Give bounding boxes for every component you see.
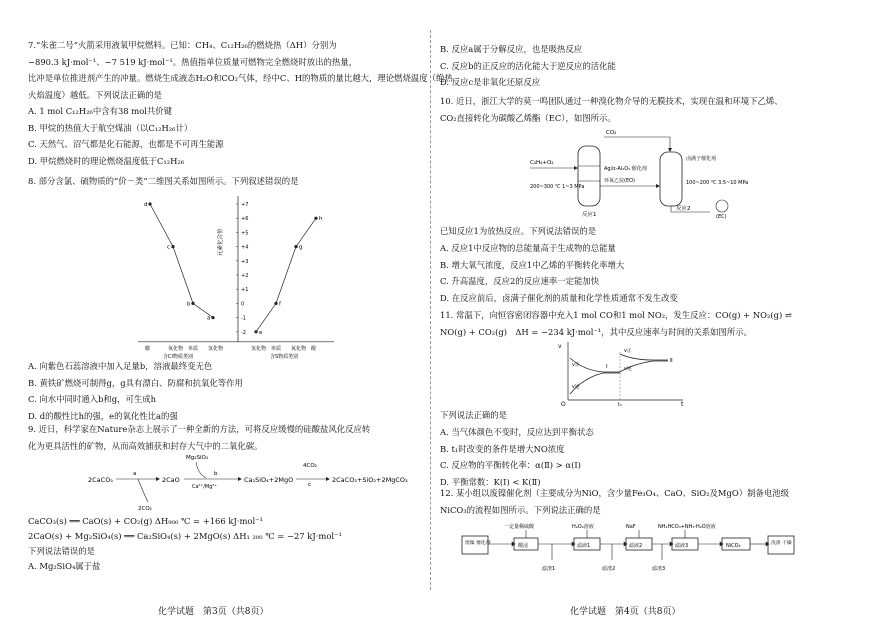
weathering-scheme (88, 454, 408, 512)
point-label-d: d (144, 202, 148, 208)
text-line: C. 天然气、沼气都是化石能源，也都是不可再生能源 (28, 139, 224, 149)
catalyst-1: Ag/α-Al₂O₃ 催化剂 (604, 166, 647, 172)
valence-class-chart (138, 192, 338, 364)
text-line: 10. 近日，浙江大学的莫一鸣团队通过一种溴化物介导的无膜技术，实现在温和环境下乙烯、 (440, 96, 783, 106)
box-wash-text: 洗涤 干燥 (771, 541, 792, 546)
y-axis-label: 元素化合价 (218, 228, 224, 256)
series-line-S (256, 218, 316, 332)
point-label-a: a (207, 315, 211, 322)
scheme-prod-b: Ca₂SiO₄+2MgO (244, 476, 294, 484)
text-line: A. 当气体颜色不变时，反应达到平衡状态 (440, 426, 594, 437)
x-tick-cl: 酸 (145, 345, 151, 352)
v-forward-1: v正 (572, 363, 580, 368)
stage-1: Ⅰ (606, 364, 608, 370)
y-tick: +7 (241, 202, 249, 208)
y-tick: +3 (241, 258, 249, 265)
v-forward-2: v正 (624, 349, 632, 354)
scheme-cao: 2CaO (162, 476, 180, 484)
text-line: D. 甲烷燃烧时的理论燃烧温度低于C₁₂H₂₆ (28, 155, 185, 166)
reagent-1: 一定量稀硫酸 (504, 524, 535, 530)
y-tick: +4 (241, 244, 249, 251)
text-line: C. 反应物的平衡转化率：α(Ⅱ) > α(Ⅰ) (440, 460, 581, 471)
series-line-Cl (150, 204, 213, 318)
box-nico3-text: NiCO₃ (726, 543, 741, 549)
footer-right: 化学试题 第4页（共8页） (570, 607, 681, 617)
text-line: 下列说法正确的是 (440, 410, 507, 420)
scheme-mg2sio4: Mg₂SiO₄ (186, 455, 208, 461)
page-3 (28, 0, 453, 630)
text-line: 火焰温度）越低。下列说法正确的是 (28, 89, 162, 100)
scheme-prod-c: 2CaCO₃+SiO₂+2MgCO₃ (332, 476, 408, 484)
residue-1: 滤渣1 (542, 566, 556, 572)
scheme-caco3: 2CaCO₃ (88, 476, 113, 484)
cond-1: 200~300 ℃ 1~3 MPa (530, 184, 585, 190)
ec-label: (EC) (716, 214, 727, 220)
box-leach-text: 酸浸 (518, 543, 529, 549)
x-tick-s: 氧化物 (291, 345, 307, 352)
x-tick-cl: 氧化物 (168, 345, 184, 352)
reactor-1-label: 反应1 (582, 212, 597, 218)
text-line: −890.3 kJ·mol⁻¹、−7 519 kJ·mol⁻¹。热值指单位质量可燃物完全燃烧时放出的热量， (28, 56, 358, 67)
page-divider (430, 30, 431, 590)
box-waste-text: 废镍 催化剂 (465, 541, 491, 546)
y-tick: +6 (241, 216, 249, 223)
q9-tail: 下列说法错误的是 (28, 546, 95, 556)
x-tick-s: 单质 (271, 345, 282, 352)
page-4 (440, 0, 840, 630)
text-line: 11. 常温下，向恒容密闭容器中充入1 mol CO和1 mol NO₂，发生反应：CO(g) + NO₂(g) ⇌ (440, 310, 792, 320)
cond-2: 100~200 ℃ 3.5~10 MPa (686, 180, 749, 186)
group-cl: 含Cl物质类别 (163, 353, 193, 360)
eo-label: 环氧乙烷(EO) (604, 178, 635, 184)
axis-t: t (681, 401, 684, 408)
footer-left: 化学试题 第3页（共8页） (158, 607, 269, 617)
y-tick: +5 (241, 230, 249, 237)
co2-label: CO₂ (606, 130, 617, 136)
box-filtrate1-text: 滤液1 (577, 543, 591, 549)
q9-option-a: A. Mg₂SiO₄属于盐 (28, 561, 101, 571)
text-line: C. 反应b的正反应的活化能大于逆反应的活化能 (440, 60, 616, 71)
group-s: 含S物质类别 (270, 353, 299, 360)
ec-structure (716, 200, 728, 212)
rate-time-graph (558, 340, 688, 406)
box-filtrate3-text: 滤液3 (675, 543, 689, 549)
residue-3: 滤渣3 (652, 566, 666, 572)
ec-process-diagram (530, 126, 760, 218)
text-line: 化为更具活性的矿物，从而高效捕获和封存大气中的二氧化碳。 (28, 440, 263, 451)
text-line: C. 向水中同时通入b和g，可生成h (28, 394, 157, 404)
text-line: 7.“朱雀二号”火箭采用液氧甲烷燃料。已知：CH₄、C₁₂H₂₆的燃烧热（ΔH）分别为 (28, 40, 337, 50)
y-tick: +2 (241, 273, 249, 279)
box-filtrate2-text: 滤液2 (629, 543, 643, 549)
point-label-f: f (279, 301, 281, 308)
text-line: D. 反应c是非氧化还原反应 (440, 77, 541, 87)
t1-tick: t₁ (618, 402, 622, 408)
y-tick: +1 (241, 287, 249, 294)
point-label-g: g (299, 244, 303, 251)
reactor-2-label: 反应2 (676, 206, 691, 212)
text-line: B. 增大氧气浓度，反应1中乙烯的平衡转化率增大 (440, 259, 625, 270)
text-line: 比冲是单位推进剂产生的冲量。燃烧生成液态H₂O和CO₂气体，经中C、H的物质的量比越大，理论燃烧温度（绝热 (28, 73, 453, 83)
point-f (274, 302, 277, 305)
point-label-b: b (187, 301, 191, 308)
text-line: B. 反应a属于分解反应，也是吸热反应 (440, 44, 583, 54)
q9-equation-1: CaCO₃(s) ══ CaO(s) + CO₂(g) ΔH₉₀₀ ℃ = +166 kJ·mol⁻¹ (28, 516, 263, 526)
origin: O (561, 401, 566, 408)
label-b: b (214, 471, 218, 477)
text-line: A. 1 mol C₁₂H₂₆中含有38 mol共价键 (28, 106, 173, 116)
text-line: C. 升高温度，反应2的反应速率一定能加快 (440, 276, 600, 287)
v-reverse-1: v逆 (572, 385, 580, 390)
point-c (171, 245, 174, 248)
text-line: B. 甲烷的热值大于航空煤油（以C₁₂H₂₆计） (28, 122, 193, 133)
y-tick: -2 (241, 329, 246, 336)
x-tick-cl: 氢化物 (208, 345, 224, 352)
axis-v: v (558, 343, 562, 350)
point-label-c: c (167, 244, 171, 251)
text-line: B. t₁时改变的条件是增大NO浓度 (440, 443, 565, 454)
nickel-flowchart (462, 520, 802, 576)
feed-label: C₂H₄+O₂ (530, 160, 554, 166)
point-label-e: e (259, 329, 263, 336)
reagent-2: H₂O₂溶液 (572, 524, 594, 530)
text-line: NO(g) + CO₂(g) ΔH = −234 kJ·mol⁻¹，其中反应速率与时间的关系如图所示。 (440, 326, 752, 337)
x-tick-cl: 单质 (188, 345, 199, 352)
text-line: 9. 近日，科学家在Nature杂志上展示了一种全新的方法，可将反应缓慢的硅酸盐风化反应转 (28, 424, 371, 434)
x-tick-s: 氢化物 (251, 345, 267, 352)
text-line: D. 平衡常数：K(Ⅰ) < K(Ⅱ) (440, 477, 541, 488)
scheme-co2-top: 4CO₂ (303, 463, 317, 469)
catalyst-2: 卤满子催化剂 (686, 156, 717, 162)
point-b (191, 302, 194, 305)
reagent-3: NaF (626, 524, 636, 530)
reactor-1 (578, 146, 600, 206)
residue-2: 滤渣2 (602, 566, 616, 572)
point-e (254, 330, 257, 333)
text-line: D. 在反应前后，卤满子催化剂的质量和化学性质通常不发生改变 (440, 293, 678, 304)
point-g (294, 245, 297, 248)
point-label-h: h (319, 216, 323, 223)
text-line: CO₂直接转化为碳酸乙烯酯（EC），如图所示。 (440, 112, 616, 123)
label-c: c (308, 482, 312, 488)
point-d (148, 202, 151, 205)
text-line: NiCO₃的流程如图所示。下列说法正确的是 (440, 504, 601, 515)
text-line: A. 反应1中反应物的总能量高于生成物的总能量 (440, 242, 616, 253)
label-a: a (133, 471, 137, 477)
stage-2: Ⅱ (670, 358, 673, 364)
point-h (314, 217, 317, 220)
scheme-ca-mg: Ca²⁺/Mg²⁺ (192, 484, 218, 490)
reagent-4: NH₄HCO₃+NH₃·H₂O溶液 (658, 524, 716, 530)
reactor-2 (660, 152, 682, 206)
point-a (211, 316, 214, 319)
scheme-co2: 2CO₂ (138, 506, 152, 512)
text-line: 已知反应1为放热反应。下列说法错误的是 (440, 226, 597, 236)
text-line: 12. 某小组以废镍催化剂（主要成分为NiO，含少量Fe₃O₄、CaO、SiO₂及MgO）制备电池级 (440, 488, 789, 498)
text-line: D. d的酸性比h的强，e的氧化性比a的强 (28, 410, 178, 421)
q9-equation-2: 2CaO(s) + Mg₂SiO₄(s) ══ Ca₂SiO₄(s) + 2MgO(s) ΔH₁ ₂₀₀ ℃ = −27 kJ·mol⁻¹ (28, 531, 342, 541)
x-tick-s: 酸 (311, 345, 317, 352)
text-line: A. 向紫色石蕊溶液中加入足量b，溶液最终变无色 (28, 361, 213, 371)
y-tick: -1 (241, 315, 246, 322)
question-8-stem: 8. 部分含氯、硫物质的“价－类”二维图关系如图所示。下列叙述错误的是 (28, 176, 299, 186)
text-line: B. 黄铁矿燃烧可制得g，g具有漂白、防腐和抗氧化等作用 (28, 377, 243, 388)
y-tick: 0 (241, 301, 245, 308)
v-reverse-2: v逆 (624, 367, 632, 372)
